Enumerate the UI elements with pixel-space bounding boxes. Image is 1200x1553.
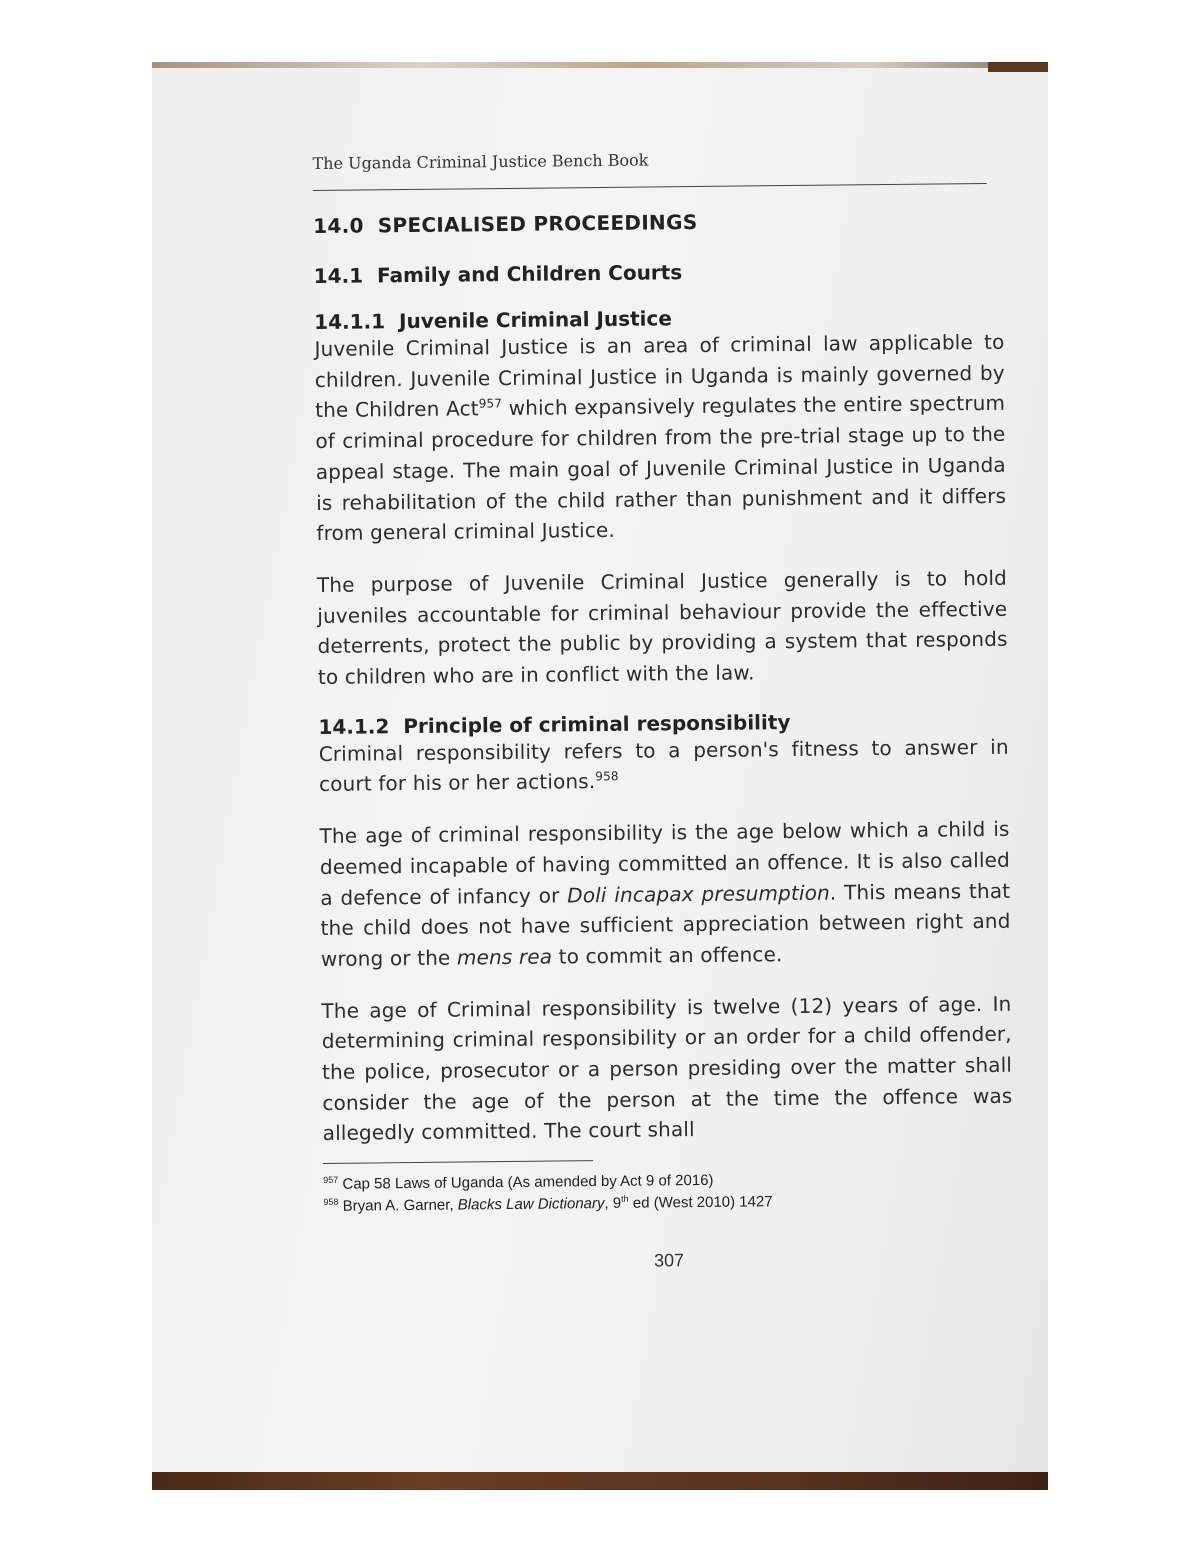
footnote-ref: 958 — [595, 769, 619, 784]
page-bottom-edge — [152, 1472, 1048, 1490]
footnote-mark: 957 — [323, 1174, 339, 1186]
footnote-italic: Blacks Law Dictionary — [457, 1195, 605, 1214]
footnote-text: Bryan A. Garner, — [338, 1196, 458, 1215]
italic-term: Doli incapax presumption — [567, 880, 830, 907]
paragraph-text: . This means that the child does not have sufficient appreciation between right and wrong or the — [320, 878, 1011, 971]
footnote-ref: 957 — [478, 396, 503, 412]
chapter-number: 14.0 — [313, 213, 364, 238]
footnote-rule — [323, 1160, 593, 1164]
chapter-heading — [313, 207, 1003, 238]
section-heading — [314, 257, 1004, 288]
subsection-title: Principle of criminal responsibility — [403, 709, 791, 738]
paragraph-age-twelve: The age of Criminal responsibility is twelve (12) years of age. In determining criminal responsibility or an order for a child offender, the police, prosecutor or a person presiding over the matter shall consider the age of the person at the time the offence was allegedly committed. The court shall — [321, 991, 1013, 1146]
paragraph-text: The age of criminal responsibility is the age below which a child is deemed incapable of having committed an offence. It is also called a defence of infancy or — [319, 816, 1011, 910]
running-head: The Uganda Criminal Justice Bench Book — [312, 150, 649, 173]
page-top-edge — [152, 62, 1048, 68]
subsection-number: 14.1.1 — [314, 309, 386, 334]
paragraph-juvenile-definition — [314, 327, 1006, 549]
footnote-ordinal: th — [621, 1193, 629, 1204]
footnote-text: Cap 58 Laws of Uganda (As amended by Act 9 of 2016) — [338, 1172, 714, 1193]
footnote-text: ed (West 2010) 1427 — [628, 1193, 773, 1212]
footnotes — [323, 1167, 1013, 1218]
section-title: Family and Children Courts — [376, 260, 683, 288]
photographed-page — [152, 62, 1048, 1490]
subsection-number: 14.1.2 — [318, 713, 390, 739]
subsection-title: Juvenile Criminal Justice — [398, 306, 673, 334]
paragraph-juvenile-purpose: The purpose of Juvenile Criminal Justice generally is to hold juveniles accountable for criminal behaviour provide the effective deterrents, protect the public by providing a system that responds to children who are in conflict with the law. — [316, 565, 1008, 689]
paragraph-text: which expansively regulates the entire spectrum of criminal procedure for children from the pre-trial stage up to the appeal stage. The main goal of Juvenile Criminal Justice in Uganda is rehabilitation of the child rather than punishment and it differs from general criminal Justice. — [315, 391, 1007, 546]
book-page — [312, 103, 1013, 1271]
page-content — [313, 207, 1014, 1275]
paragraph-text: Juvenile Criminal Justice is an area of criminal law applicable to children. Juvenile Criminal Justice in Uganda is mainly governed by the Children Act — [314, 329, 1005, 423]
paragraph-text: Criminal responsibility refers to a person's fitness to answer in court for his or her actions. — [318, 734, 1009, 797]
footnote-text: , 9 — [604, 1194, 622, 1213]
italic-term: mens rea — [456, 944, 553, 970]
chapter-title: SPECIALISED PROCEEDINGS — [377, 209, 698, 238]
header-rule — [313, 183, 987, 191]
paragraph-age-of-responsibility — [319, 814, 1011, 975]
footnote-mark: 958 — [323, 1196, 339, 1208]
section-number: 14.1 — [313, 263, 364, 288]
page-corner-shadow — [988, 62, 1048, 72]
page-number: 307 — [653, 1250, 685, 1271]
paragraph-text: to commit an offence. — [552, 942, 783, 969]
paragraph-responsibility-definition — [319, 731, 1010, 800]
